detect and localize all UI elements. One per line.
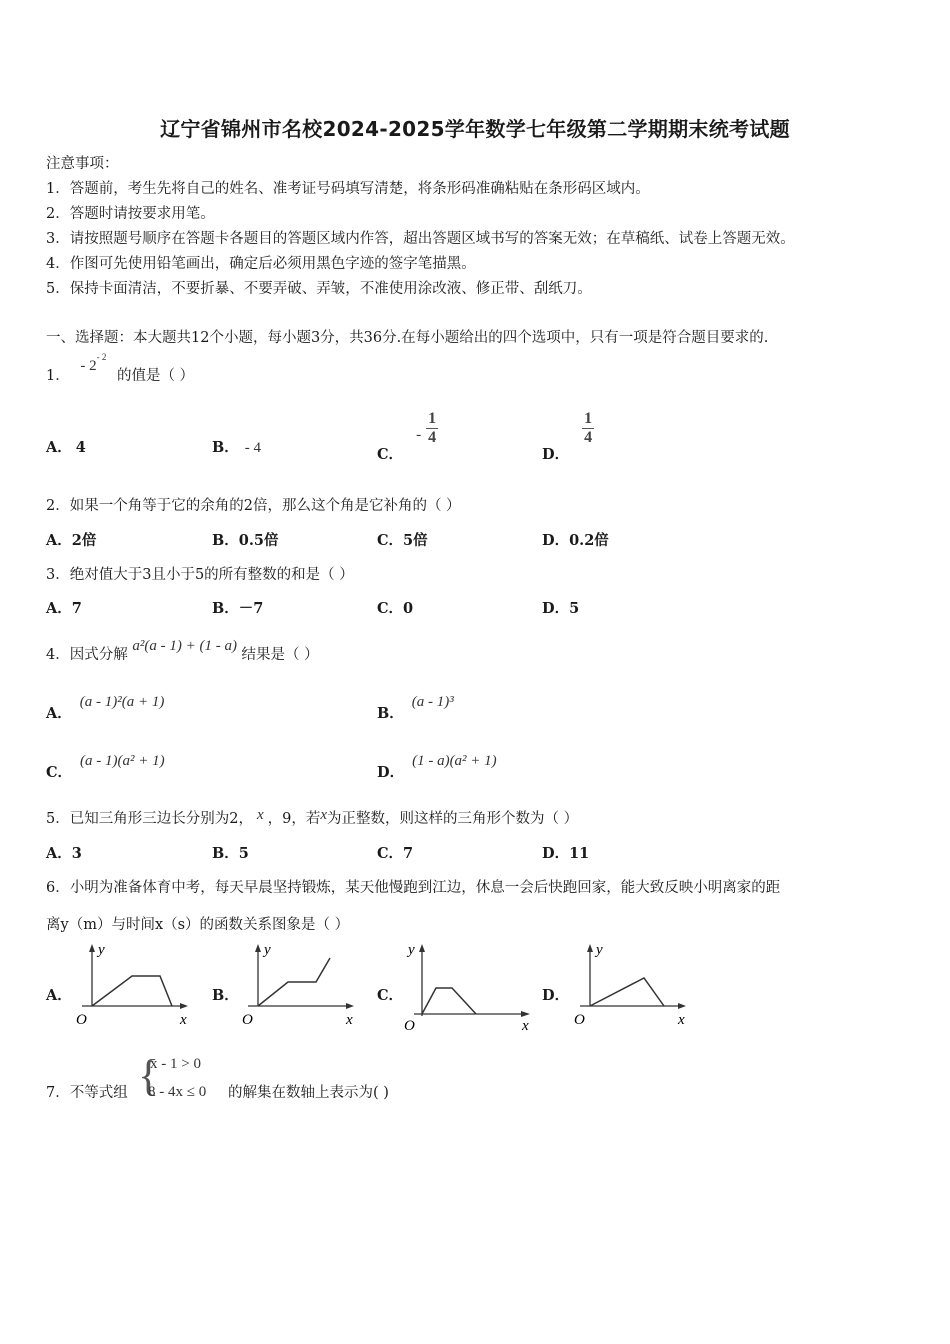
question-text: 的值是（ ）	[116, 368, 195, 384]
fraction: $\frac{1}{4}$	[428, 410, 437, 446]
origin-label: O	[76, 1012, 87, 1028]
y-axis-label: y	[408, 942, 415, 958]
question-7-label: 7．不等式组	[46, 1085, 128, 1101]
q5-option-c[interactable]: C．7	[377, 845, 414, 862]
note-item: 4．作图可先使用铅笔画出，确定后必须用黑色字迹的签字笔描黑。	[46, 256, 476, 272]
q2-option-a[interactable]: A．2倍	[46, 532, 97, 549]
question-5: 5．已知三角形三边长分别为2， x ，9，若x为正整数，则这样的三角形个数为（ ）	[46, 807, 579, 827]
x-axis-label: x	[522, 1018, 529, 1034]
origin-label: O	[574, 1012, 585, 1028]
q1-exponent: - 2	[96, 352, 107, 362]
q2-option-d[interactable]: D．0.2倍	[542, 532, 609, 549]
question-1	[46, 352, 195, 385]
q4-option-d[interactable]: D．(1 - a)(a² + 1)	[377, 753, 497, 781]
q5-option-a[interactable]: A．3	[46, 845, 82, 862]
question-3: 3．绝对值大于3且小于5的所有整数的和是（ ）	[46, 567, 354, 583]
note-item: 5．保持卡面清洁，不要折暴、不要弄破、弄皱，不准使用涂改液、修正带、刮纸刀。	[46, 281, 592, 297]
q2-option-b[interactable]: B．0.5倍	[212, 532, 279, 549]
q1-option-b[interactable]: B． - 4	[212, 439, 262, 456]
section-heading: 一、选择题：本大题共12个小题，每小题3分，共36分.在每小题给出的四个选项中，只有一项是符合题目要求的.	[46, 330, 769, 346]
q7-inequality-2: 8 - 4x ≤ 0	[148, 1084, 207, 1100]
origin-label: O	[404, 1018, 415, 1034]
q1-expression	[80, 352, 107, 374]
q4-option-c[interactable]: C．(a - 1)(a² + 1)	[46, 753, 165, 781]
question-7-text: 的解集在数轴上表示为( )	[228, 1085, 389, 1101]
note-item: 3．请按照题号顺序在答题卡各题目的答题区域内作答，超出答题区域书写的答案无效；在草稿纸、试卷上答题无效。	[46, 231, 795, 247]
q4-option-a[interactable]: A．(a - 1)²(a + 1)	[46, 694, 165, 722]
page-title: 辽宁省锦州市名校2024-2025学年数学七年级第二学期期末统考试题	[160, 117, 790, 141]
q6-graph-c	[400, 938, 536, 1036]
x-axis-label: x	[346, 1012, 353, 1028]
origin-label: O	[242, 1012, 253, 1028]
question-2: 2．如果一个角等于它的余角的2倍，那么这个角是它补角的（ ）	[46, 498, 461, 514]
q1-option-d[interactable]: D． $\frac{1}{4}$	[542, 410, 593, 463]
q6-option-a[interactable]: A．	[46, 987, 72, 1004]
q6-option-b[interactable]: B．	[212, 987, 239, 1004]
x-axis-label: x	[678, 1012, 685, 1028]
q3-option-d[interactable]: D．5	[542, 600, 580, 617]
q7-inequality-1: x - 1 > 0	[150, 1056, 201, 1072]
q6-graph-b	[238, 940, 358, 1032]
q3-option-a[interactable]: A．7	[46, 600, 82, 617]
q2-option-c[interactable]: C．5倍	[377, 532, 428, 549]
q1-base: - 2	[80, 358, 97, 374]
q3-option-b[interactable]: B．－7	[212, 600, 264, 617]
y-axis-label: y	[596, 942, 603, 958]
note-item: 2．答题时请按要求用笔。	[46, 206, 215, 222]
q4-option-b[interactable]: B．(a - 1)³	[377, 694, 454, 722]
notes-header: 注意事项：	[46, 156, 119, 172]
question-6-line2: 离y（m）与时间x（s）的函数关系图象是（ ）	[46, 917, 350, 933]
note-item: 1．答题前，考生先将自己的姓名、准考证号码填写清楚，将条形码准确粘贴在条形码区域内。	[46, 181, 650, 197]
q6-option-c[interactable]: C．	[377, 987, 404, 1004]
q6-option-d[interactable]: D．	[542, 987, 570, 1004]
q3-option-c[interactable]: C．0	[377, 600, 414, 617]
q6-graph-a	[72, 940, 192, 1032]
q5-option-d[interactable]: D．11	[542, 845, 590, 862]
y-axis-label: y	[264, 942, 271, 958]
q1-option-a[interactable]: A． 4	[46, 439, 86, 456]
x-axis-label: x	[180, 1012, 187, 1028]
question-6-line1: 6．小明为准备体育中考，每天早晨坚持锻炼，某天他慢跑到江边，休息一会后快跑回家，能大致反映小明离家的距	[46, 880, 781, 896]
q1-option-c[interactable]: C． - $\frac{1}{4}$	[377, 410, 437, 463]
q6-graph-d	[570, 940, 692, 1032]
fraction: $\frac{1}{4}$	[584, 410, 593, 446]
system-brace: {	[138, 1051, 160, 1100]
question-number: 1．	[46, 368, 70, 384]
q5-option-b[interactable]: B．5	[212, 845, 249, 862]
y-axis-label: y	[98, 942, 105, 958]
question-4: 4．因式分解 a²(a - 1) + (1 - a) 结果是（ ）	[46, 638, 319, 663]
q4-expression: a²(a - 1) + (1 - a)	[132, 638, 237, 654]
